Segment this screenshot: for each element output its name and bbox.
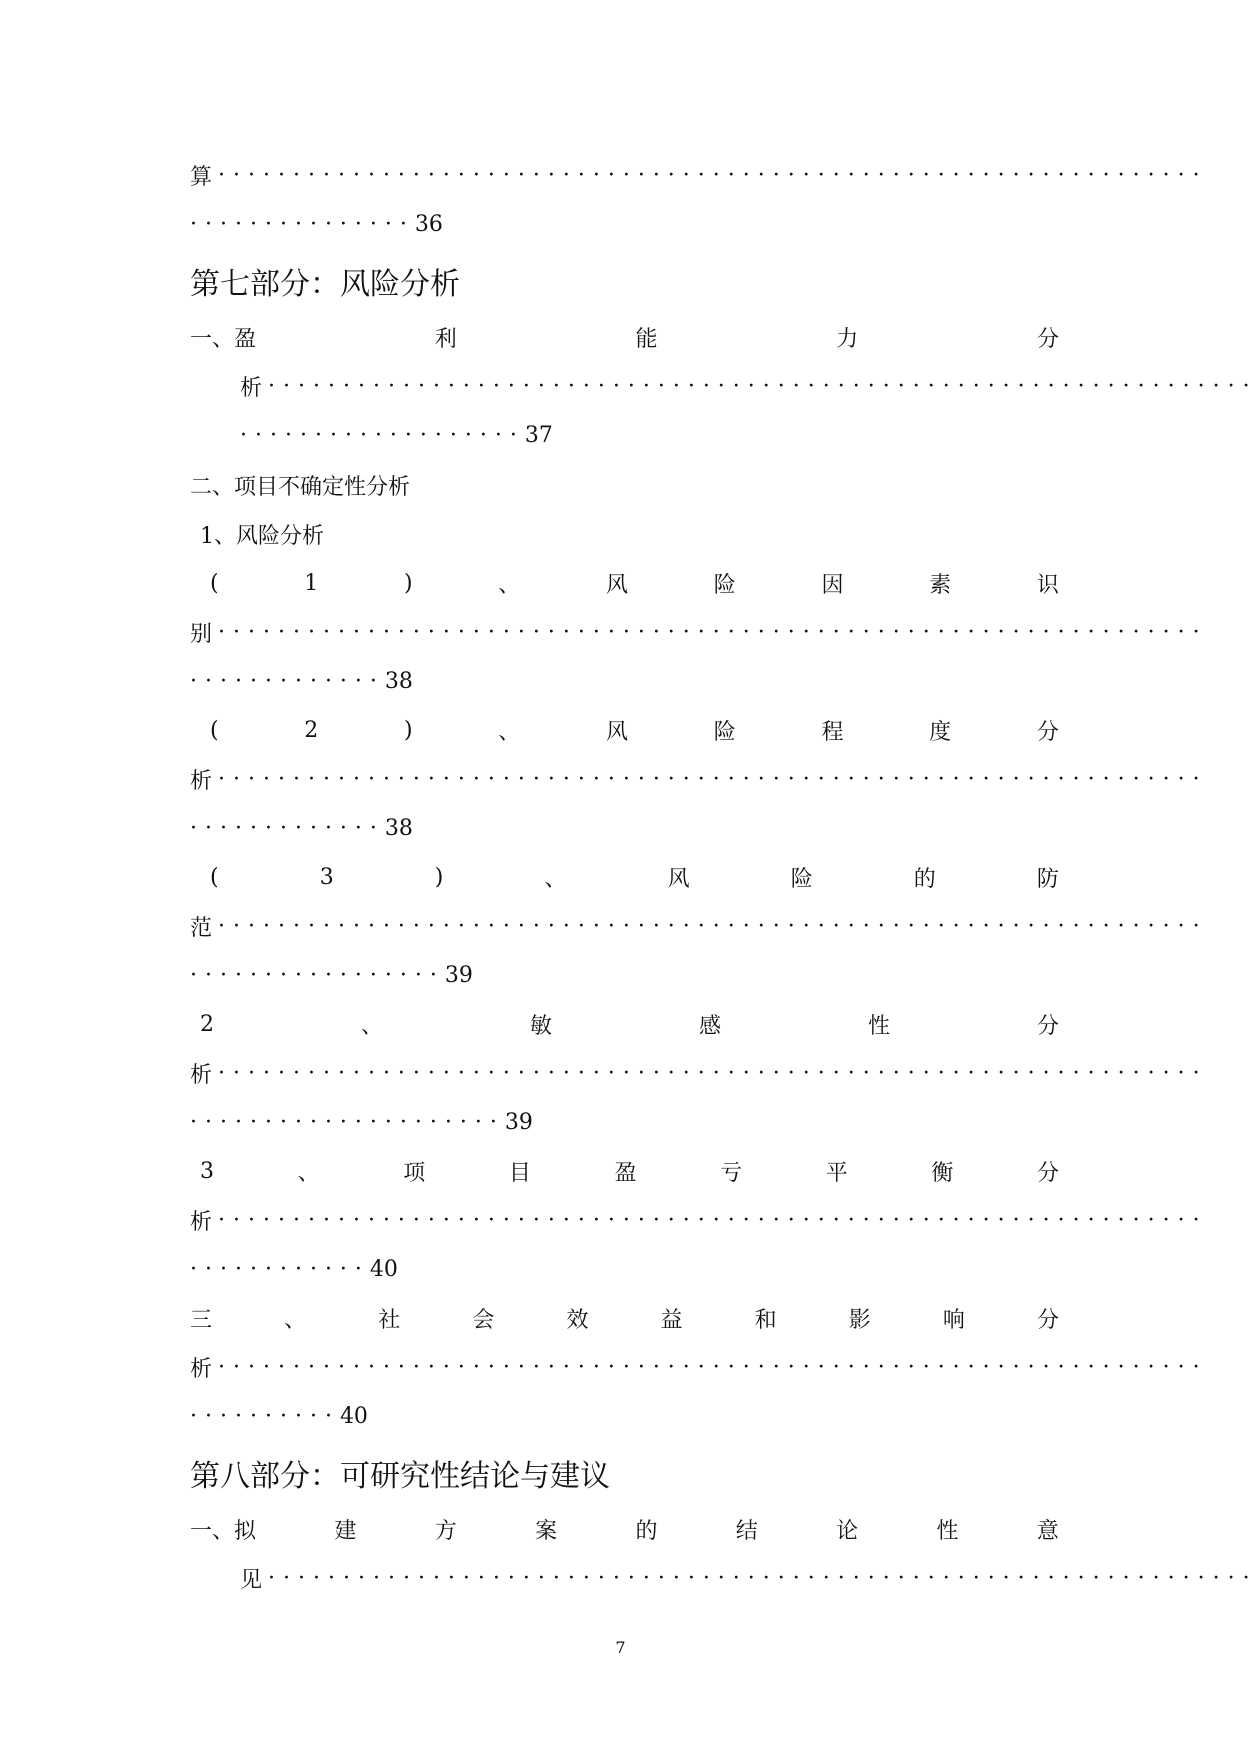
toc-line [190,468,1059,502]
toc-text-char: 风 [667,866,690,892]
toc-text-char: 识 [1036,572,1059,598]
toc-text-char: ( [210,570,219,596]
section-heading: 第八部分：可研究性结论与建议 [190,1459,610,1494]
toc-text-char: 防 [1036,866,1059,892]
toc-text-char: 衡 [931,1160,954,1186]
toc-line [240,1561,1258,1595]
toc-text-char: 论 [836,1518,859,1544]
toc-text: 别 [190,621,213,647]
toc-line [190,958,1059,992]
toc-text-char: 一、拟 [190,1518,257,1544]
toc-text-char: 险 [790,866,813,892]
toc-line [200,1007,1059,1041]
toc-text-char: 、 [284,1307,307,1333]
toc-page-number: 40 [369,1256,398,1282]
toc-line [190,1105,1059,1139]
toc-line [240,369,1258,403]
toc-text-char: 程 [821,719,844,745]
toc-text-char: 平 [825,1160,848,1186]
toc-text-char: 险 [713,719,736,745]
toc-text-char: 利 [434,326,457,352]
toc-text: 析 [190,1356,213,1382]
toc-text-char: ( [210,864,219,890]
toc-text-char: 度 [929,719,952,745]
toc-text-char: 能 [635,326,658,352]
toc-text-char: 分 [1036,1013,1059,1039]
toc-leader: ·································································· [218,1060,1208,1086]
toc-text-char: 案 [535,1518,558,1544]
toc-leader: ··················· [240,422,525,448]
toc-text-char: 分 [1036,1307,1059,1333]
section-heading: 第七部分：风险分析 [190,267,460,302]
toc-line [190,1512,1059,1546]
toc-text-char: 目 [508,1160,531,1186]
toc-leader: ············ [190,1256,370,1282]
toc-text: 析 [190,1062,213,1088]
toc-text: 析 [240,375,263,401]
toc-leader: ·································································· [218,162,1208,188]
toc-text-char: 社 [378,1307,401,1333]
toc-line [200,1154,1059,1188]
toc-leader: ·································································· [268,1565,1258,1591]
toc-text-char: 分 [1036,1160,1059,1186]
toc-leader: ············· [190,815,385,841]
toc-text-char: 素 [929,572,952,598]
toc-text-char: 分 [1036,719,1059,745]
toc-leader: ··············· [190,211,415,237]
toc-leader: ·································································· [268,373,1258,399]
toc-text-char: 风 [606,719,629,745]
toc-text-char: 影 [848,1307,871,1333]
toc-text-char: 盈 [614,1160,637,1186]
toc-text-char: 2 [200,1011,214,1037]
toc-text-char: 效 [566,1307,589,1333]
toc-text: 二、项目不确定性分析 [190,474,411,500]
toc-page-number: 39 [444,962,473,988]
toc-leader: ·································································· [218,913,1208,939]
toc-text-char: 方 [434,1518,457,1544]
page-number: 7 [615,1638,626,1657]
toc-text-char: ) [404,570,413,596]
toc-line [210,566,1059,600]
toc-page-number: 36 [414,211,443,237]
toc-text: 算 [190,164,213,190]
toc-text-char: 和 [754,1307,777,1333]
toc-text-char: 、 [360,1013,383,1039]
toc-line [210,860,1059,894]
toc-text-char: 的 [635,1518,658,1544]
toc-text-char: 感 [698,1013,721,1039]
toc-page-number: 38 [384,815,413,841]
toc-text-char: 分 [1036,326,1059,352]
toc-text: 析 [190,768,213,794]
toc-leader: ·································································· [218,619,1208,645]
toc-line [190,1252,1059,1286]
toc-line [190,1399,1059,1433]
toc-page-number: 37 [524,422,553,448]
toc-text-char: 性 [867,1013,890,1039]
toc-text-char: 敏 [529,1013,552,1039]
toc-line [190,207,1059,241]
toc-line [190,664,1059,698]
toc-text-char: 2 [304,717,319,743]
toc-text-char: 响 [942,1307,965,1333]
toc-text-char: 意 [1036,1518,1059,1544]
toc-leader: ············· [190,668,385,694]
toc-line [190,1301,1059,1335]
toc-line [190,615,1208,649]
toc-leader: ·································································· [218,1354,1208,1380]
toc-leader: ·································································· [218,766,1208,792]
toc-text-char: ( [210,717,219,743]
toc-page-number: 39 [504,1109,533,1135]
toc-text: 1、风险分析 [200,523,324,549]
toc-line [190,320,1059,354]
toc-leader: ················· [190,962,445,988]
toc-text-char: 3 [319,864,334,890]
toc-text: 析 [190,1209,213,1235]
toc-line [190,811,1059,845]
toc-line [190,762,1208,796]
toc-line [210,713,1059,747]
toc-text-char: 、 [498,719,521,745]
toc-text-char: 风 [606,572,629,598]
toc-text-char: 益 [660,1307,683,1333]
toc-text-char: 3 [200,1158,214,1184]
toc-text-char: 、 [498,572,521,598]
toc-text-char: 的 [913,866,936,892]
toc-text-char: 项 [403,1160,426,1186]
toc-text-char: 力 [836,326,859,352]
toc-text-char: 1 [304,570,319,596]
toc-line [240,418,1059,452]
toc-leader: ····················· [190,1109,505,1135]
toc-leader: ·································································· [218,1207,1208,1233]
toc-text-char: 三 [190,1307,213,1333]
toc-line [190,909,1208,943]
toc-text: 见 [240,1567,263,1593]
toc-text-char: 建 [334,1518,357,1544]
toc-text-char: 险 [713,572,736,598]
toc-text-char: 亏 [720,1160,743,1186]
toc-text-char: 性 [936,1518,959,1544]
toc-text-char: 、 [544,866,567,892]
toc-line [190,158,1208,192]
toc-text-char: 一、盈 [190,326,257,352]
toc-text: 范 [190,915,213,941]
toc-text-char: 因 [821,572,844,598]
toc-line [190,1203,1208,1237]
toc-text-char: 、 [297,1160,320,1186]
toc-text-char: 会 [472,1307,495,1333]
toc-line [190,1350,1208,1384]
toc-text-char: ) [434,864,444,890]
toc-line [190,1056,1208,1090]
toc-text-char: 结 [735,1518,758,1544]
toc-page-number: 38 [384,668,413,694]
toc-leader: ·········· [190,1403,340,1429]
toc-text-char: ) [404,717,413,743]
toc-line [200,517,1069,551]
toc-page-number: 40 [339,1403,368,1429]
